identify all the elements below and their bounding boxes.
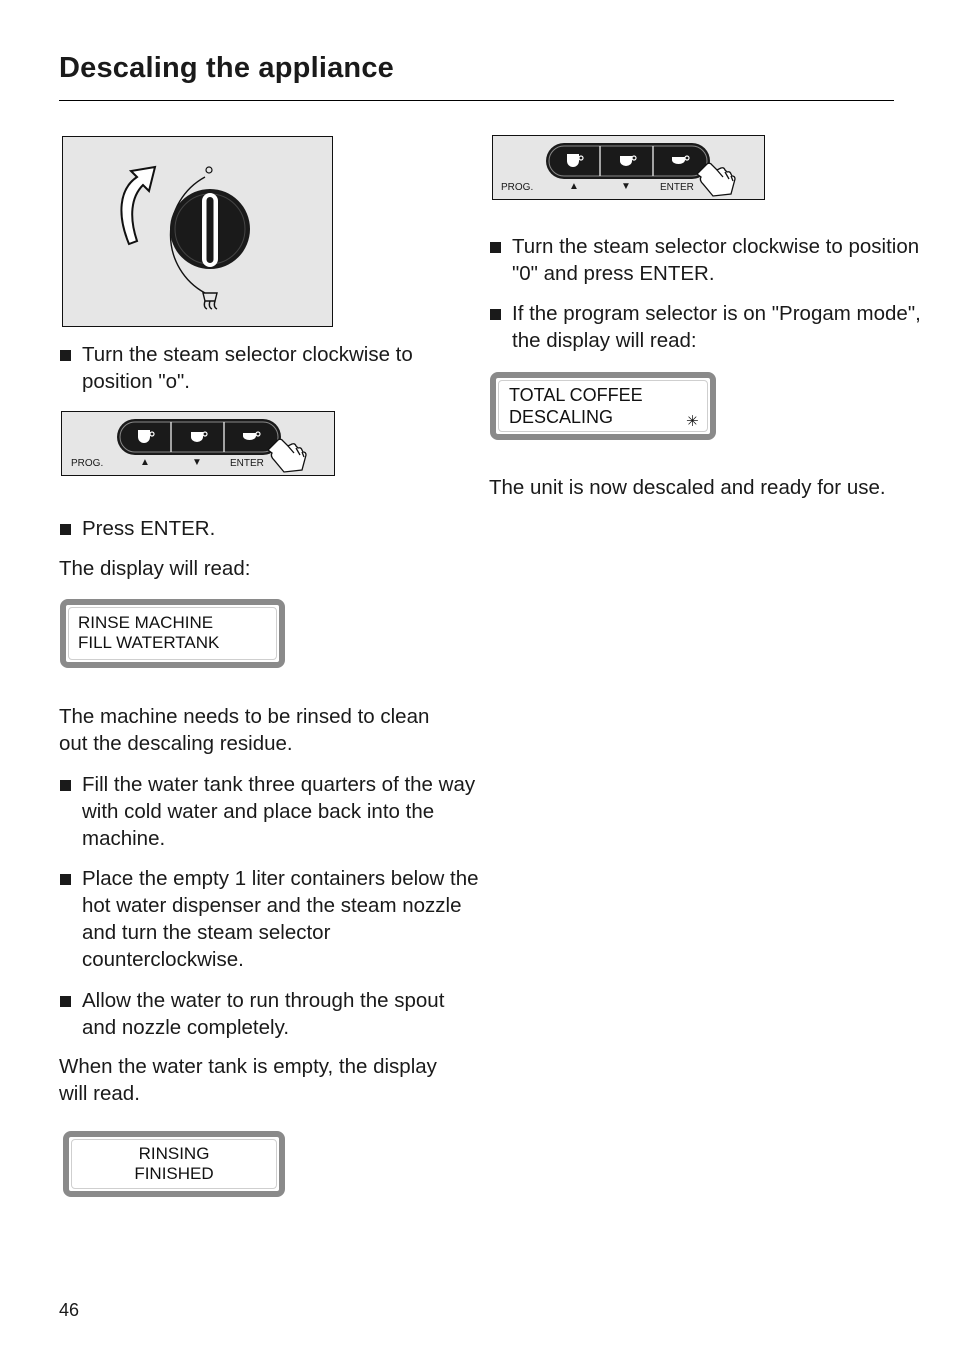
control-panel-figure-1 — [61, 411, 335, 476]
display-line-1: RINSE MACHINE — [78, 613, 214, 632]
step-turn-o: Turn the steam selector clockwise to position "o". — [59, 341, 482, 395]
step-program-mode: If the program selector is on "Progam mode", the display will read: — [489, 300, 922, 354]
title-rule — [59, 100, 894, 101]
prog-label: PROG. — [501, 182, 534, 193]
display-rinse-machine — [60, 599, 285, 668]
display-line-2: FILL WATERTANK — [78, 633, 220, 652]
step-place-containers: Place the empty 1 liter containers below the hot water dispenser and the steam nozzle and turn the steam selector counterclockwise. — [59, 865, 482, 973]
display-total-coffee-descaling — [490, 372, 716, 440]
up-arrow-icon: ▲ — [569, 181, 579, 192]
rinse-note: The machine needs to be rinsed to clean out the descaling residue. — [59, 705, 430, 755]
enter-label: ENTER — [230, 458, 264, 469]
steam-selector-figure — [62, 136, 333, 327]
display-intro-text: The display will read: — [59, 557, 251, 580]
asterisk-icon: ✳ — [686, 413, 699, 430]
down-arrow-icon: ▼ — [621, 181, 631, 192]
final-note: The unit is now descaled and ready for use. — [489, 476, 886, 499]
steam-selector-dial-icon — [63, 137, 331, 325]
page-title: Descaling the appliance — [59, 52, 394, 84]
display-rinsing-finished — [63, 1131, 285, 1197]
up-arrow-icon: ▲ — [140, 457, 150, 468]
step-fill-tank: Fill the water tank three quarters of the way with cold water and place back into the machine. — [59, 771, 482, 852]
step-turn-0: Turn the steam selector clockwise to position "0" and press ENTER. — [489, 233, 922, 287]
pointing-hand-icon — [268, 439, 306, 472]
display-line-2: DESCALING — [509, 407, 614, 427]
step-press-enter: Press ENTER. — [59, 515, 482, 542]
pointing-hand-icon — [697, 163, 735, 196]
prog-label: PROG. — [71, 458, 104, 469]
step-allow-water: Allow the water to run through the spout and nozzle completely. — [59, 987, 482, 1041]
display-line-1: TOTAL COFFEE — [509, 385, 643, 405]
tank-empty-note: When the water tank is empty, the display will read. — [59, 1055, 437, 1105]
enter-label: ENTER — [660, 182, 694, 193]
page-number: 46 — [59, 1300, 80, 1320]
display-line-1: RINSING — [138, 1144, 210, 1163]
down-arrow-icon: ▼ — [192, 457, 202, 468]
control-panel-figure-2 — [492, 135, 765, 200]
display-line-2: FINISHED — [134, 1164, 214, 1183]
